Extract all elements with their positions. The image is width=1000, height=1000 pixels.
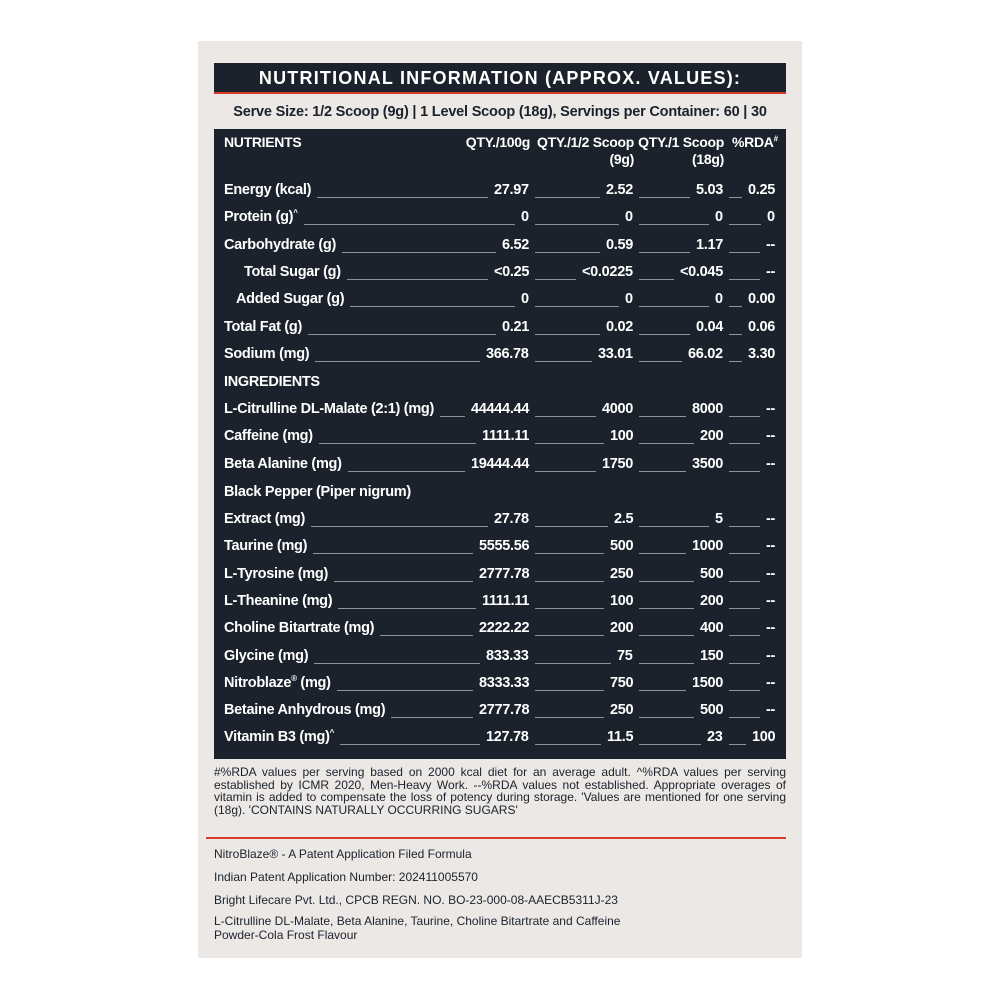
leader-line <box>535 443 604 444</box>
leader-line <box>535 526 608 527</box>
serve-size: Serve Size: 1/2 Scoop (9g) | 1 Level Scoop (18g), Servings per Container: 60 | 30 <box>233 104 767 120</box>
value-per-100g: 27.97 <box>494 182 529 198</box>
row-label-text: L-Citrulline DL-Malate (2:1) (mg) <box>224 401 435 417</box>
value-rda: 0.00 <box>748 291 776 308</box>
leader-line <box>317 197 488 198</box>
value-per-100g: 833.33 <box>486 647 529 664</box>
value-half-scoop: 100 <box>610 592 634 609</box>
table-row <box>214 427 786 447</box>
leader-line <box>729 690 760 691</box>
leader-line <box>729 197 742 198</box>
value-one-scoop: 500 <box>700 565 724 582</box>
leader-line <box>535 197 600 198</box>
table-row <box>214 647 786 667</box>
value-one-scoop: 66.02 <box>688 345 723 362</box>
value-rda: -- <box>766 236 776 253</box>
header-rda-mark: # <box>773 134 778 144</box>
leader-line <box>729 744 746 745</box>
leader-line <box>729 443 760 444</box>
value-one-scoop: 0 <box>715 209 723 226</box>
leader-line <box>639 224 709 225</box>
value-rda: -- <box>766 263 776 280</box>
leader-line <box>348 471 465 472</box>
value-per-100g: 8333.33 <box>479 674 530 691</box>
leader-line <box>729 581 760 582</box>
table-row <box>214 208 786 228</box>
leader-line <box>729 526 760 527</box>
value-one-scoop: 5.03 <box>696 182 724 198</box>
product-line-1: L-Citrulline DL-Malate, Beta Alanine, Taurine, Choline Bitartrate and Caffeine <box>214 914 621 928</box>
leader-line <box>639 717 694 718</box>
value-rda: -- <box>766 647 776 664</box>
nutrition-title: NUTRITIONAL INFORMATION (APPROX. VALUES): <box>214 63 786 94</box>
row-label <box>224 236 336 254</box>
leader-line <box>315 361 480 362</box>
footnote: #%RDA values per serving based on 2000 kcal diet for an average adult. ^%RDA values per serving established by ICMR 2020, Men-Heavy Work. --%RDA values not established. Appropriate overages of vitamin is added to compensate the loss of potency during storage. 'Values are mentioned for one serving (18g). 'CONTAINS NATURALLY OCCURRING SUGARS' <box>214 765 786 817</box>
value-one-scoop: 200 <box>700 428 724 445</box>
leader-line <box>639 416 686 417</box>
row-label-text: L-Tyrosine (mg) <box>224 565 328 582</box>
leader-line <box>347 279 488 280</box>
value-per-100g: 27.78 <box>494 511 529 527</box>
value-one-scoop: 3500 <box>692 455 724 472</box>
leader-line <box>535 608 604 609</box>
value-one-scoop: 0 <box>715 291 723 308</box>
value-half-scoop: 750 <box>610 674 634 691</box>
row-label <box>224 400 434 418</box>
table-row <box>214 592 786 612</box>
value-half-scoop: 0.02 <box>606 318 634 335</box>
value-half-scoop: 1750 <box>602 455 634 472</box>
leader-line <box>639 334 690 335</box>
leader-line <box>535 334 600 335</box>
table-row <box>214 510 786 530</box>
table-row <box>214 263 786 283</box>
row-label <box>244 263 341 281</box>
value-rda: -- <box>766 428 776 445</box>
leader-line <box>535 306 619 307</box>
value-one-scoop: <0.045 <box>680 263 723 280</box>
leader-line <box>729 224 761 225</box>
row-label-text: Vitamin B3 (mg) <box>224 729 330 746</box>
leader-line <box>535 717 604 718</box>
value-half-scoop: 2.52 <box>606 182 634 198</box>
leader-line <box>729 608 760 609</box>
ingredients-heading: INGREDIENTS <box>224 374 320 390</box>
value-rda: -- <box>766 565 776 582</box>
row-label <box>236 290 344 308</box>
value-half-scoop: 250 <box>610 702 634 719</box>
value-rda: -- <box>766 455 776 472</box>
row-label-suffix: (mg) <box>296 674 331 691</box>
leader-line <box>729 635 760 636</box>
leader-line <box>639 581 694 582</box>
leader-line <box>314 663 480 664</box>
value-per-100g: 366.78 <box>486 345 529 362</box>
header-rda-text: %RDA <box>732 134 774 150</box>
value-one-scoop: 1500 <box>692 674 724 691</box>
value-half-scoop: 0.59 <box>606 236 634 253</box>
value-rda: 0 <box>767 209 775 226</box>
value-rda: 0.25 <box>748 182 776 198</box>
value-half-scoop: 11.5 <box>607 729 634 746</box>
row-label <box>224 701 385 719</box>
leader-line <box>311 526 488 527</box>
table-row <box>214 236 786 256</box>
row-label <box>224 427 313 445</box>
value-per-100g: 5555.56 <box>479 538 530 555</box>
header-half-scoop-line2: (9g) <box>609 151 634 167</box>
value-per-100g: 19444.44 <box>471 455 530 472</box>
row-label-mark: ^ <box>293 208 298 218</box>
black-pepper-label: Black Pepper (Piper nigrum) <box>224 484 411 500</box>
value-per-100g: 6.52 <box>502 236 530 253</box>
leader-line <box>535 690 604 691</box>
value-per-100g: 0.21 <box>502 318 530 335</box>
leader-line <box>334 581 473 582</box>
value-half-scoop: 500 <box>610 538 634 555</box>
row-label-text: Beta Alanine (mg) <box>224 455 342 472</box>
value-half-scoop: 0 <box>625 209 633 226</box>
table-row <box>214 565 786 585</box>
table-row <box>214 345 786 365</box>
leader-line <box>535 471 596 472</box>
leader-line <box>639 361 682 362</box>
value-half-scoop: 33.01 <box>598 345 633 362</box>
value-one-scoop: 1000 <box>692 538 724 555</box>
leader-line <box>535 361 592 362</box>
leader-line <box>639 471 686 472</box>
value-half-scoop: 200 <box>610 620 634 637</box>
row-label <box>224 510 305 528</box>
value-one-scoop: 5 <box>715 511 723 527</box>
value-rda: 0.06 <box>748 318 776 335</box>
row-label <box>224 619 374 637</box>
row-label <box>224 208 298 226</box>
value-one-scoop: 0.04 <box>696 318 724 335</box>
leader-line <box>338 608 476 609</box>
value-rda: -- <box>766 511 776 527</box>
leader-line <box>639 690 686 691</box>
value-per-100g: 2777.78 <box>479 565 530 582</box>
leader-line <box>639 306 709 307</box>
row-label-mark: ® <box>291 673 297 683</box>
leader-line <box>729 306 742 307</box>
header-one-scoop <box>638 134 724 168</box>
value-per-100g: 1111.11 <box>482 592 530 609</box>
value-one-scoop: 8000 <box>692 401 724 417</box>
value-per-100g: 0 <box>521 209 529 226</box>
leader-line <box>535 279 576 280</box>
row-label-text: Taurine (mg) <box>224 538 308 555</box>
value-one-scoop: 150 <box>700 647 724 664</box>
company-info: Bright Lifecare Pvt. Ltd., CPCB REGN. NO. BO-23-000-08-AAECB5311J-23 <box>214 893 618 907</box>
row-label <box>224 537 307 555</box>
leader-line <box>535 744 601 745</box>
table-row <box>214 701 786 721</box>
value-rda: -- <box>766 674 776 691</box>
leader-line <box>639 526 709 527</box>
row-label <box>224 318 302 336</box>
leader-line <box>535 553 604 554</box>
value-rda: -- <box>766 592 776 609</box>
row-label-mark: ^ <box>329 728 334 738</box>
value-half-scoop: <0.0225 <box>582 263 633 280</box>
row-label <box>224 647 308 665</box>
row-label <box>224 455 342 473</box>
row-label-text: Protein (g) <box>224 209 294 226</box>
leader-line <box>535 663 611 664</box>
header-one-scoop-line1: QTY./1 Scoop <box>638 134 724 150</box>
value-rda: 3.30 <box>748 345 776 362</box>
table-row <box>214 537 786 557</box>
value-half-scoop: 0 <box>625 291 633 308</box>
table-row <box>214 400 786 420</box>
value-one-scoop: 500 <box>700 702 724 719</box>
value-one-scoop: 400 <box>700 620 724 637</box>
leader-line <box>729 416 760 417</box>
product-line-2: Powder-Cola Frost Flavour <box>214 928 358 942</box>
header-half-scoop <box>536 134 634 168</box>
leader-line <box>639 608 694 609</box>
row-label-text: Glycine (mg) <box>224 647 309 664</box>
table-row <box>214 674 786 694</box>
value-per-100g: <0.25 <box>494 263 530 280</box>
row-label <box>224 181 311 199</box>
value-one-scoop: 200 <box>700 592 724 609</box>
leader-line <box>729 361 742 362</box>
value-half-scoop: 100 <box>610 428 634 445</box>
header-nutrients: NUTRIENTS <box>224 134 302 150</box>
value-per-100g: 2222.22 <box>479 620 530 637</box>
table-row <box>214 290 786 310</box>
leader-line <box>535 416 596 417</box>
row-label-text: Sodium (mg) <box>224 345 310 362</box>
row-label-text: Total Sugar (g) <box>244 263 341 280</box>
leader-line <box>729 471 760 472</box>
header-rda <box>732 134 778 151</box>
divider <box>206 837 786 839</box>
leader-line <box>535 581 604 582</box>
table-row <box>214 728 786 748</box>
leader-line <box>729 663 760 664</box>
value-one-scoop: 23 <box>707 729 723 746</box>
row-label-text: Added Sugar (g) <box>236 291 345 308</box>
leader-line <box>308 334 496 335</box>
leader-line <box>350 306 515 307</box>
leader-line <box>639 279 674 280</box>
value-per-100g: 44444.44 <box>471 401 530 417</box>
row-label-text: L-Theanine (mg) <box>224 592 333 609</box>
leader-line <box>639 553 686 554</box>
row-label <box>224 345 309 363</box>
leader-line <box>440 416 465 417</box>
row-label-text: Total Fat (g) <box>224 318 302 335</box>
row-label-text: Choline Bitartrate (mg) <box>224 620 375 637</box>
row-label <box>224 592 332 610</box>
leader-line <box>380 635 473 636</box>
value-per-100g: 127.78 <box>486 729 529 746</box>
leader-line <box>729 279 760 280</box>
header-one-scoop-line2: (18g) <box>692 151 724 167</box>
value-per-100g: 0 <box>521 291 529 308</box>
value-per-100g: 1111.11 <box>482 428 530 445</box>
leader-line <box>729 252 760 253</box>
value-one-scoop: 1.17 <box>696 236 724 253</box>
patent-note: NitroBlaze® - A Patent Application Filed Formula <box>214 847 472 861</box>
leader-line <box>342 252 496 253</box>
row-label-text: Extract (mg) <box>224 511 305 527</box>
leader-line <box>639 635 694 636</box>
row-label <box>224 674 331 692</box>
leader-line <box>639 443 694 444</box>
table-row <box>214 455 786 475</box>
leader-line <box>639 663 694 664</box>
leader-line <box>729 553 760 554</box>
leader-line <box>304 224 515 225</box>
value-rda: -- <box>766 620 776 637</box>
table-row <box>214 619 786 639</box>
leader-line <box>391 717 473 718</box>
row-label-text: Nitroblaze <box>224 674 292 691</box>
row-label-text: Caffeine (mg) <box>224 428 313 445</box>
leader-line <box>729 334 742 335</box>
patent-number: Indian Patent Application Number: 202411005570 <box>214 870 478 884</box>
leader-line <box>535 252 600 253</box>
value-half-scoop: 250 <box>610 565 634 582</box>
value-rda: -- <box>766 401 776 417</box>
header-per-100g: QTY./100g <box>465 134 530 150</box>
table-row <box>214 318 786 338</box>
header-half-scoop-line1: QTY./1/2 Scoop <box>537 134 634 150</box>
row-label <box>224 728 334 746</box>
value-rda: -- <box>766 538 776 555</box>
leader-line <box>535 224 619 225</box>
value-half-scoop: 75 <box>617 647 633 664</box>
leader-line <box>639 744 701 745</box>
leader-line <box>313 553 473 554</box>
leader-line <box>729 717 760 718</box>
leader-line <box>639 197 690 198</box>
product-description <box>214 914 620 942</box>
row-label <box>224 565 328 583</box>
leader-line <box>319 443 476 444</box>
leader-line <box>639 252 690 253</box>
row-label-text: Betaine Anhydrous (mg) <box>224 702 386 719</box>
leader-line <box>340 744 480 745</box>
row-label-text: Energy (kcal) <box>224 182 312 198</box>
value-rda: 100 <box>752 729 776 746</box>
value-half-scoop: 4000 <box>602 401 634 417</box>
table-row <box>214 181 786 201</box>
value-half-scoop: 2.5 <box>614 511 634 527</box>
value-rda: -- <box>766 702 776 719</box>
leader-line <box>337 690 473 691</box>
value-per-100g: 2777.78 <box>479 702 530 719</box>
nutrition-table <box>214 129 786 759</box>
leader-line <box>535 635 604 636</box>
row-label-text: Carbohydrate (g) <box>224 236 337 253</box>
